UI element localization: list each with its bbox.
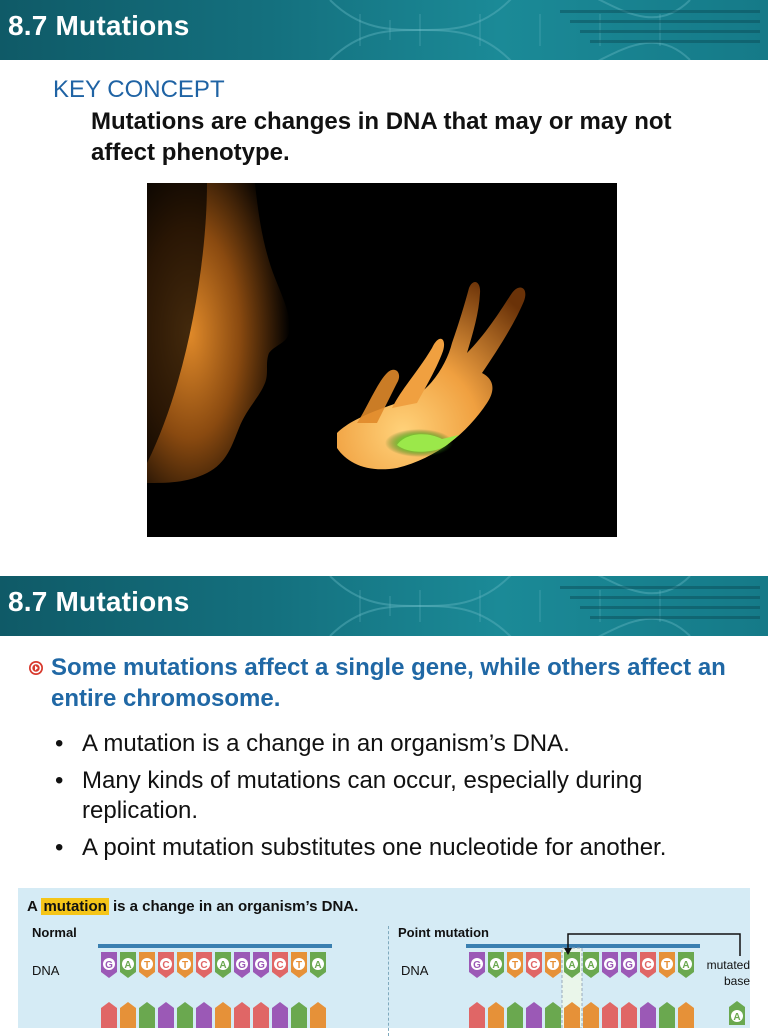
caption-prefix: A [27,898,42,915]
nucleotide-A [120,952,136,1028]
nucleotide-C [158,952,174,1028]
nucleotide-G [101,952,117,1028]
caption-suffix: is a change in an organism’s DNA. [108,898,359,915]
panel-divider [388,926,389,1036]
mutated-base-letter: A [733,1012,741,1023]
svg-text:T: T [143,960,151,971]
list-item [52,729,712,759]
hand-silhouette-image [147,183,617,537]
mutated-note-line1: mutated [706,958,750,972]
nucleotide-T [291,952,307,1028]
key-concept-text: Mutations are changes in DNA that may or may not affect phenotype. [91,108,672,166]
nucleotide-A [488,952,504,1028]
svg-text:A: A [492,960,500,971]
glowing-creature-photo [147,183,617,537]
svg-text:A: A [682,960,690,971]
nucleotide-T [545,952,561,1028]
slide-mutation-types [0,576,768,1024]
nucleotide-T [659,952,675,1028]
svg-text:A: A [219,960,227,971]
svg-text:T: T [295,960,303,971]
svg-text:C: C [200,960,208,971]
nucleotide-G [253,952,269,1028]
nucleotide-A [310,952,326,1028]
svg-text:A: A [124,960,132,971]
bullet-text: Many kinds of mutations can occur, especially during replication. [82,767,643,824]
svg-text:G: G [606,960,614,971]
svg-text:T: T [549,960,557,971]
title-banner [0,0,768,60]
mutation-figure [18,888,750,1028]
slide-title: 8.7 Mutations [8,10,190,41]
nucleotide-G [469,952,485,1028]
bullet-list [52,729,712,870]
svg-text:A: A [568,960,576,971]
normal-panel-label: Normal [32,925,77,940]
point-mutation-panel-label: Point mutation [398,925,489,940]
bullet-dot-icon: • [55,834,64,861]
mutated-base-token [728,1001,746,1027]
nucleotide-A [562,948,582,1028]
nucleotide-C [526,952,542,1028]
svg-text:C: C [276,960,284,971]
dna-label-mutated: DNA [401,963,429,978]
svg-text:T: T [663,960,671,971]
nucleotide-G [602,952,618,1028]
main-point [28,652,748,714]
key-concept-label: KEY CONCEPT [53,76,225,103]
mutation-pointer-arrow [558,928,748,958]
nucleotide-A [215,952,231,1028]
nucleotide-T [507,952,523,1028]
bullet-dot-icon: • [55,730,64,757]
caption-highlight: mutation [43,898,107,915]
figure-caption [27,898,358,915]
red-circle-arrow-icon [28,660,44,676]
nucleotide-C [272,952,288,1028]
nucleotide-A [583,952,599,1028]
svg-text:G: G [238,960,246,971]
nucleotide-C [196,952,212,1028]
svg-text:A: A [314,960,322,971]
nucleotide-T [139,952,155,1028]
main-point-text: Some mutations affect a single gene, while others affect an entire chromosome. [51,654,726,712]
svg-text:C: C [162,960,170,971]
svg-text:G: G [473,960,481,971]
slide-title: 8.7 Mutations [8,586,190,617]
title-banner [0,576,768,636]
svg-text:C: C [530,960,538,971]
nucleotide-G [621,952,637,1028]
svg-text:G: G [105,960,113,971]
bullet-text: A point mutation substitutes one nucleotide for another. [82,834,667,861]
mutated-base-note [690,957,750,989]
nucleotide-C [640,952,656,1028]
nucleotide-T [177,952,193,1028]
svg-text:G: G [257,960,265,971]
svg-text:A: A [587,960,595,971]
svg-text:G: G [625,960,633,971]
svg-text:C: C [644,960,652,971]
normal-dna-strand [98,944,338,1028]
mutated-note-line2: base [723,974,750,988]
dna-backbone [98,944,332,948]
dna-label-normal: DNA [32,963,60,978]
svg-text:T: T [511,960,519,971]
svg-text:T: T [181,960,189,971]
list-item [52,766,712,826]
bullet-dot-icon: • [55,767,64,794]
bullet-text: A mutation is a change in an organism’s DNA. [82,730,570,757]
nucleotide-G [234,952,250,1028]
list-item [52,833,712,863]
